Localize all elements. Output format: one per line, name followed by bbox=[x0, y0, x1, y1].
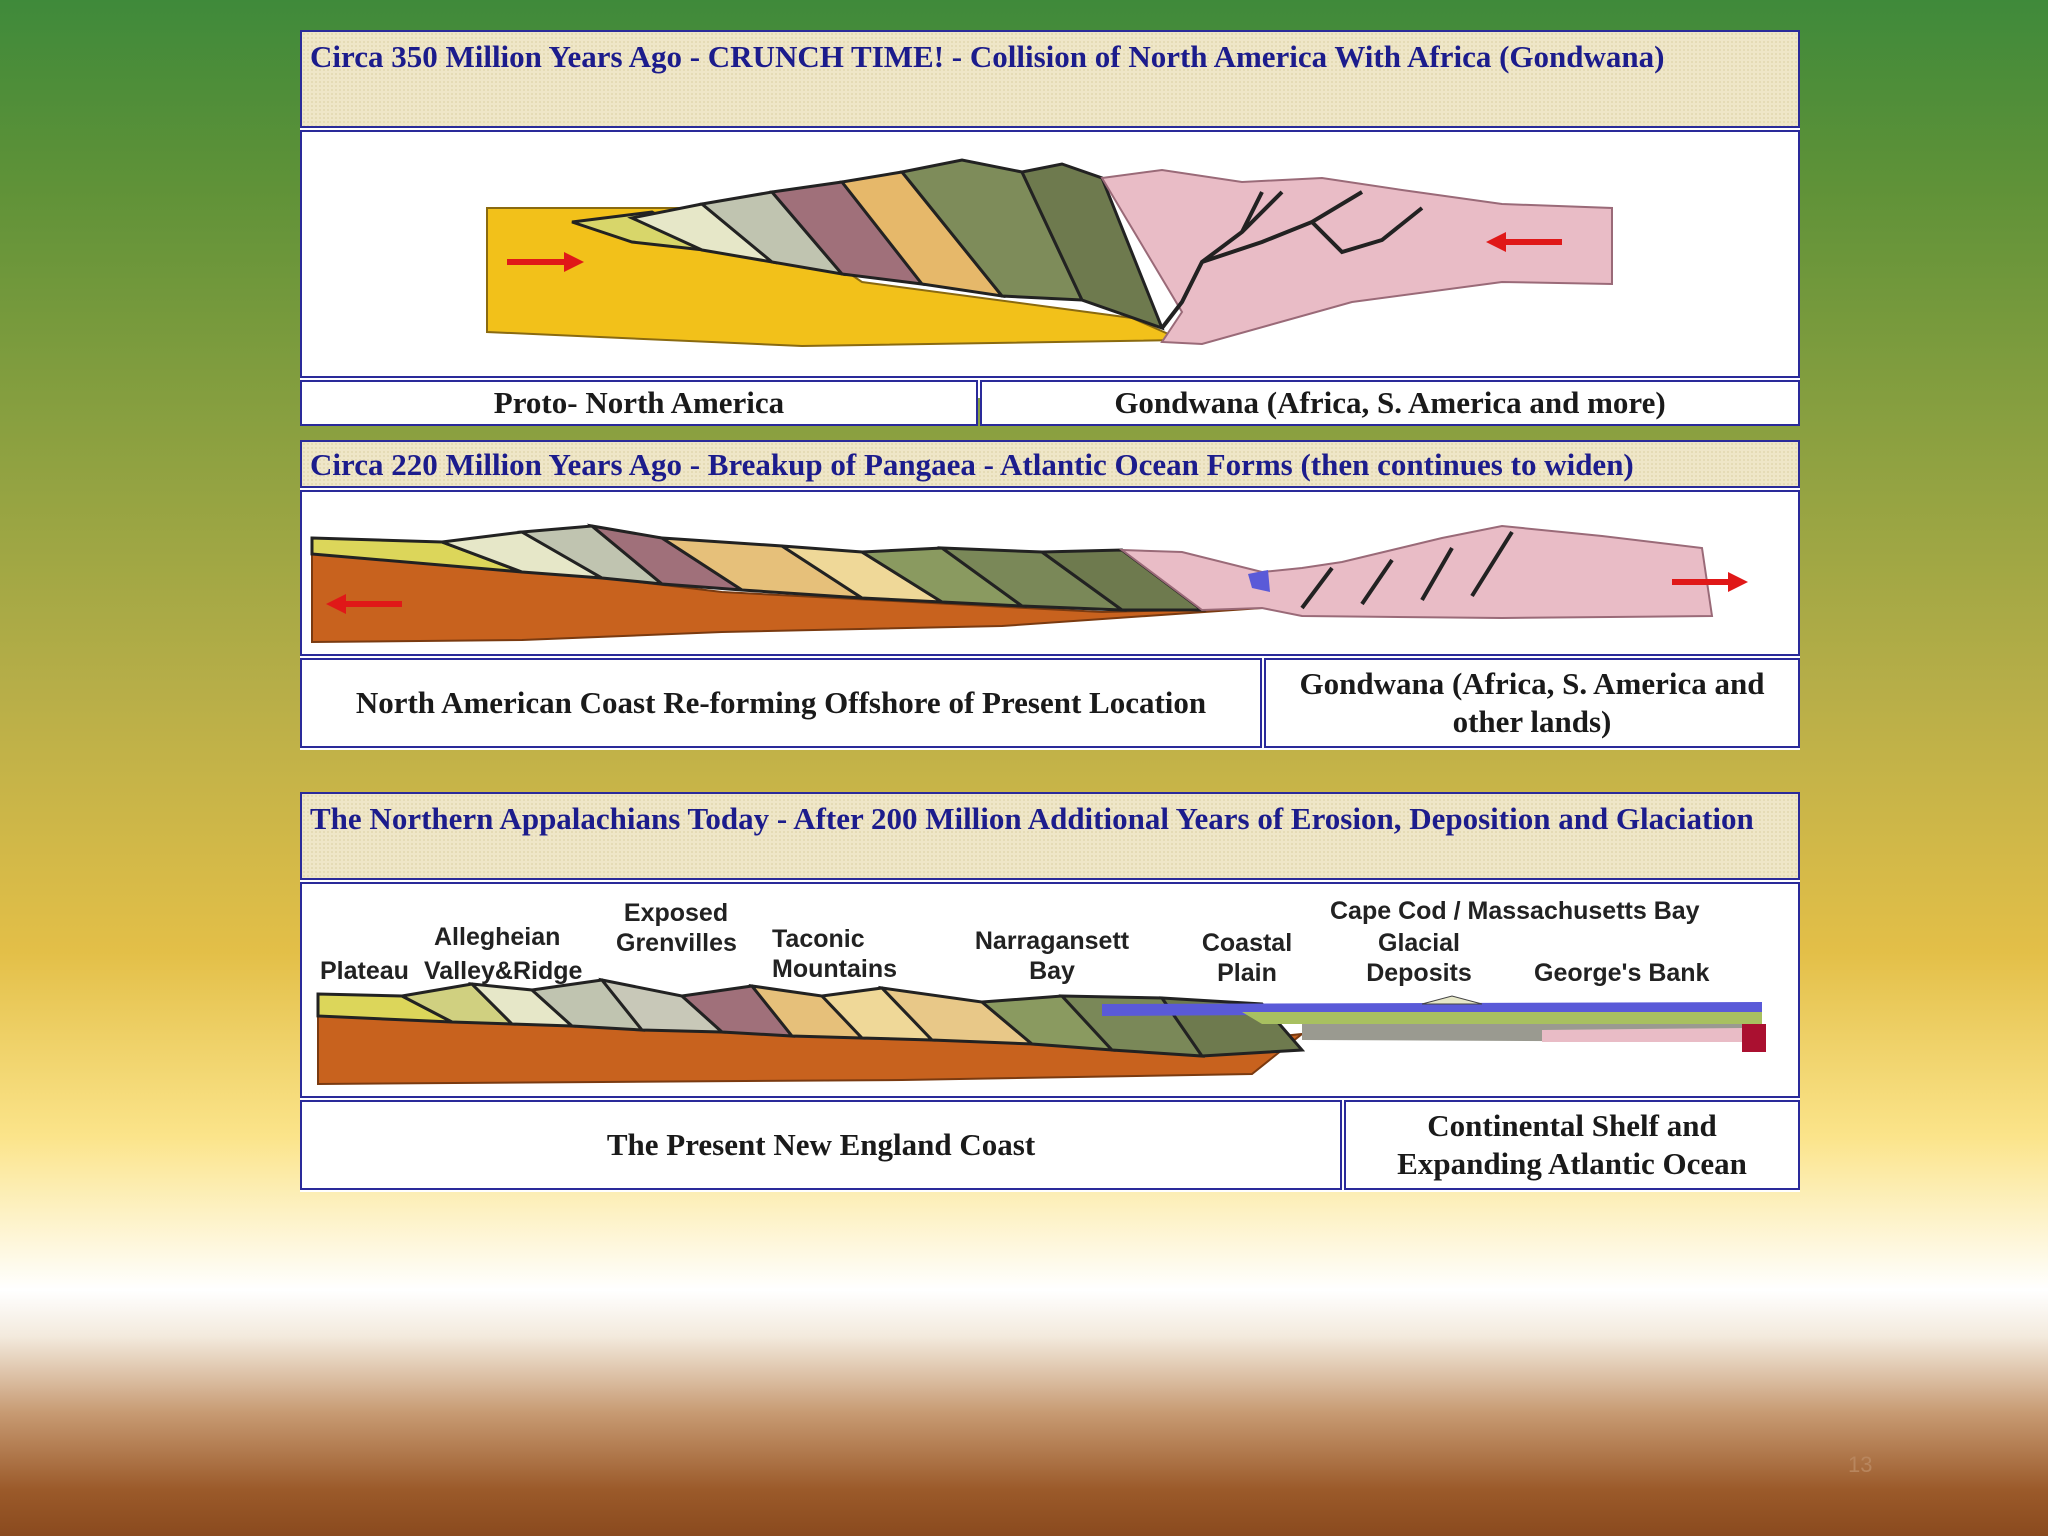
label-cape-cod: Cape Cod / Massachusetts Bay bbox=[1330, 897, 1700, 925]
panel-220-mya bbox=[300, 440, 1800, 750]
caption-gondwana-lands: Gondwana (Africa, S. America and other lands) bbox=[1264, 658, 1800, 748]
rifting-cross-section bbox=[302, 492, 1798, 654]
label-exposed-grenvilles: Exposed Grenvilles bbox=[616, 899, 737, 957]
panel-title: The Northern Appalachians Today - After 200 Million Additional Years of Erosion, Deposition and Glaciation bbox=[300, 792, 1800, 880]
cross-section-figure bbox=[300, 882, 1800, 1098]
label-valley-ridge: Valley&Ridge bbox=[424, 957, 583, 985]
caption-gondwana: Gondwana (Africa, S. America and more) bbox=[980, 380, 1800, 426]
cross-section-figure bbox=[300, 130, 1800, 378]
panel-title: Circa 350 Million Years Ago - CRUNCH TIME! - Collision of North America With Africa (Gondwana) bbox=[300, 30, 1800, 128]
caption-new-england-coast: The Present New England Coast bbox=[300, 1100, 1342, 1190]
caption-proto-north-america: Proto- North America bbox=[300, 380, 978, 426]
page-number: 13 bbox=[1848, 1452, 1873, 1477]
label-plateau: Plateau bbox=[320, 957, 409, 985]
label-glacial-deposits: Glacial Deposits bbox=[1366, 929, 1472, 987]
panel-title: Circa 220 Million Years Ago - Breakup of Pangaea - Atlantic Ocean Forms (then continues to widen) bbox=[300, 440, 1800, 488]
label-narragansett-bay: Narragansett Bay bbox=[974, 927, 1130, 985]
panel-appalachians-today bbox=[300, 792, 1800, 1192]
collision-cross-section bbox=[302, 132, 1798, 376]
label-georges-bank: George's Bank bbox=[1534, 959, 1710, 987]
panel-350-mya bbox=[300, 30, 1800, 420]
label-coastal-plain: Coastal Plain bbox=[1201, 929, 1293, 987]
label-taconic-mountains: Taconic Mountains bbox=[772, 925, 897, 983]
label-allegheian: Allegheian bbox=[434, 923, 561, 951]
cross-section-figure bbox=[300, 490, 1800, 656]
caption-north-american-coast: North American Coast Re-forming Offshore of Present Location bbox=[300, 658, 1262, 748]
caption-continental-shelf: Continental Shelf and Expanding Atlantic Ocean bbox=[1344, 1100, 1800, 1190]
